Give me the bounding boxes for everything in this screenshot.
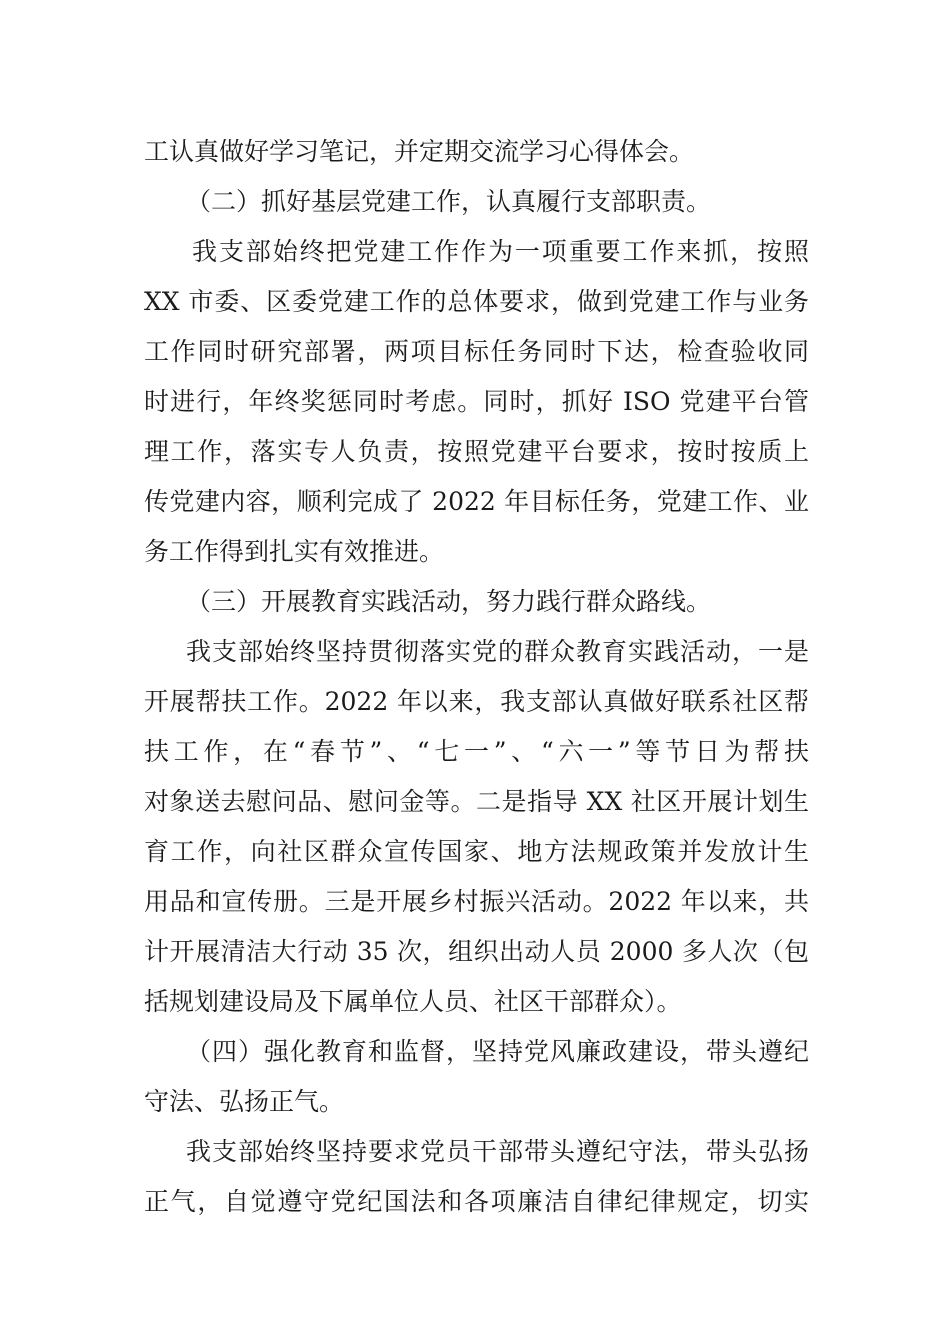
paragraph-line: 对象送去慰问品、慰问金等。二是指导 XX 社区开展计划生 (144, 787, 809, 816)
paragraph-line: 计开展清洁大行动 35 次，组织出动人员 2000 多人次（包 (144, 937, 809, 966)
paragraph-line: 务工作得到扎实有效推进。 (144, 537, 445, 566)
paragraph-line: 扶工作，在“春节”、“七一”、“六一”等节日为帮扶 (144, 737, 809, 766)
paragraph-line: 括规划建设局及下属单位人员、社区干部群众）。 (144, 987, 682, 1016)
paragraph-line: 我支部始终坚持贯彻落实党的群众教育实践活动，一是 (186, 637, 809, 666)
paragraph-line: 我支部始终坚持要求党员干部带头遵纪守法，带头弘扬 (186, 1137, 809, 1166)
paragraph-line: 正气，自觉遵守党纪国法和各项廉洁自律纪律规定，切实 (144, 1187, 809, 1216)
paragraph-line: 传党建内容，顺利完成了 2022 年目标任务，党建工作、业 (144, 487, 809, 516)
paragraph-line: 用品和宣传册。三是开展乡村振兴活动。2022 年以来，共 (144, 887, 809, 916)
paragraph-line: 开展帮扶工作。2022 年以来，我支部认真做好联系社区帮 (144, 687, 809, 716)
paragraph-line: XX 市委、区委党建工作的总体要求，做到党建工作与业务 (144, 287, 809, 316)
paragraph-line: 工作同时研究部署，两项目标任务同时下达，检查验收同 (144, 337, 809, 366)
paragraph-line: 理工作，落实专人负责，按照党建平台要求，按时按质上 (144, 437, 809, 466)
section-heading-4: （四）强化教育和监督，坚持党风廉政建设，带头遵纪 (186, 1037, 809, 1066)
section-heading-3: （三）开展教育实践活动，努力践行群众路线。 (186, 587, 712, 616)
paragraph-line: 我支部始终把党建工作作为一项重要工作来抓，按照 (192, 237, 809, 266)
paragraph-line: 时进行，年终奖惩同时考虑。同时，抓好 ISO 党建平台管 (144, 387, 809, 416)
paragraph-line: 工认真做好学习笔记，并定期交流学习心得体会。 (144, 137, 695, 166)
section-heading-2: （二）抓好基层党建工作，认真履行支部职责。 (186, 187, 712, 216)
section-heading-4-cont: 守法、弘扬正气。 (144, 1087, 345, 1116)
paragraph-line: 育工作，向社区群众宣传国家、地方法规政策并发放计生 (144, 837, 809, 866)
